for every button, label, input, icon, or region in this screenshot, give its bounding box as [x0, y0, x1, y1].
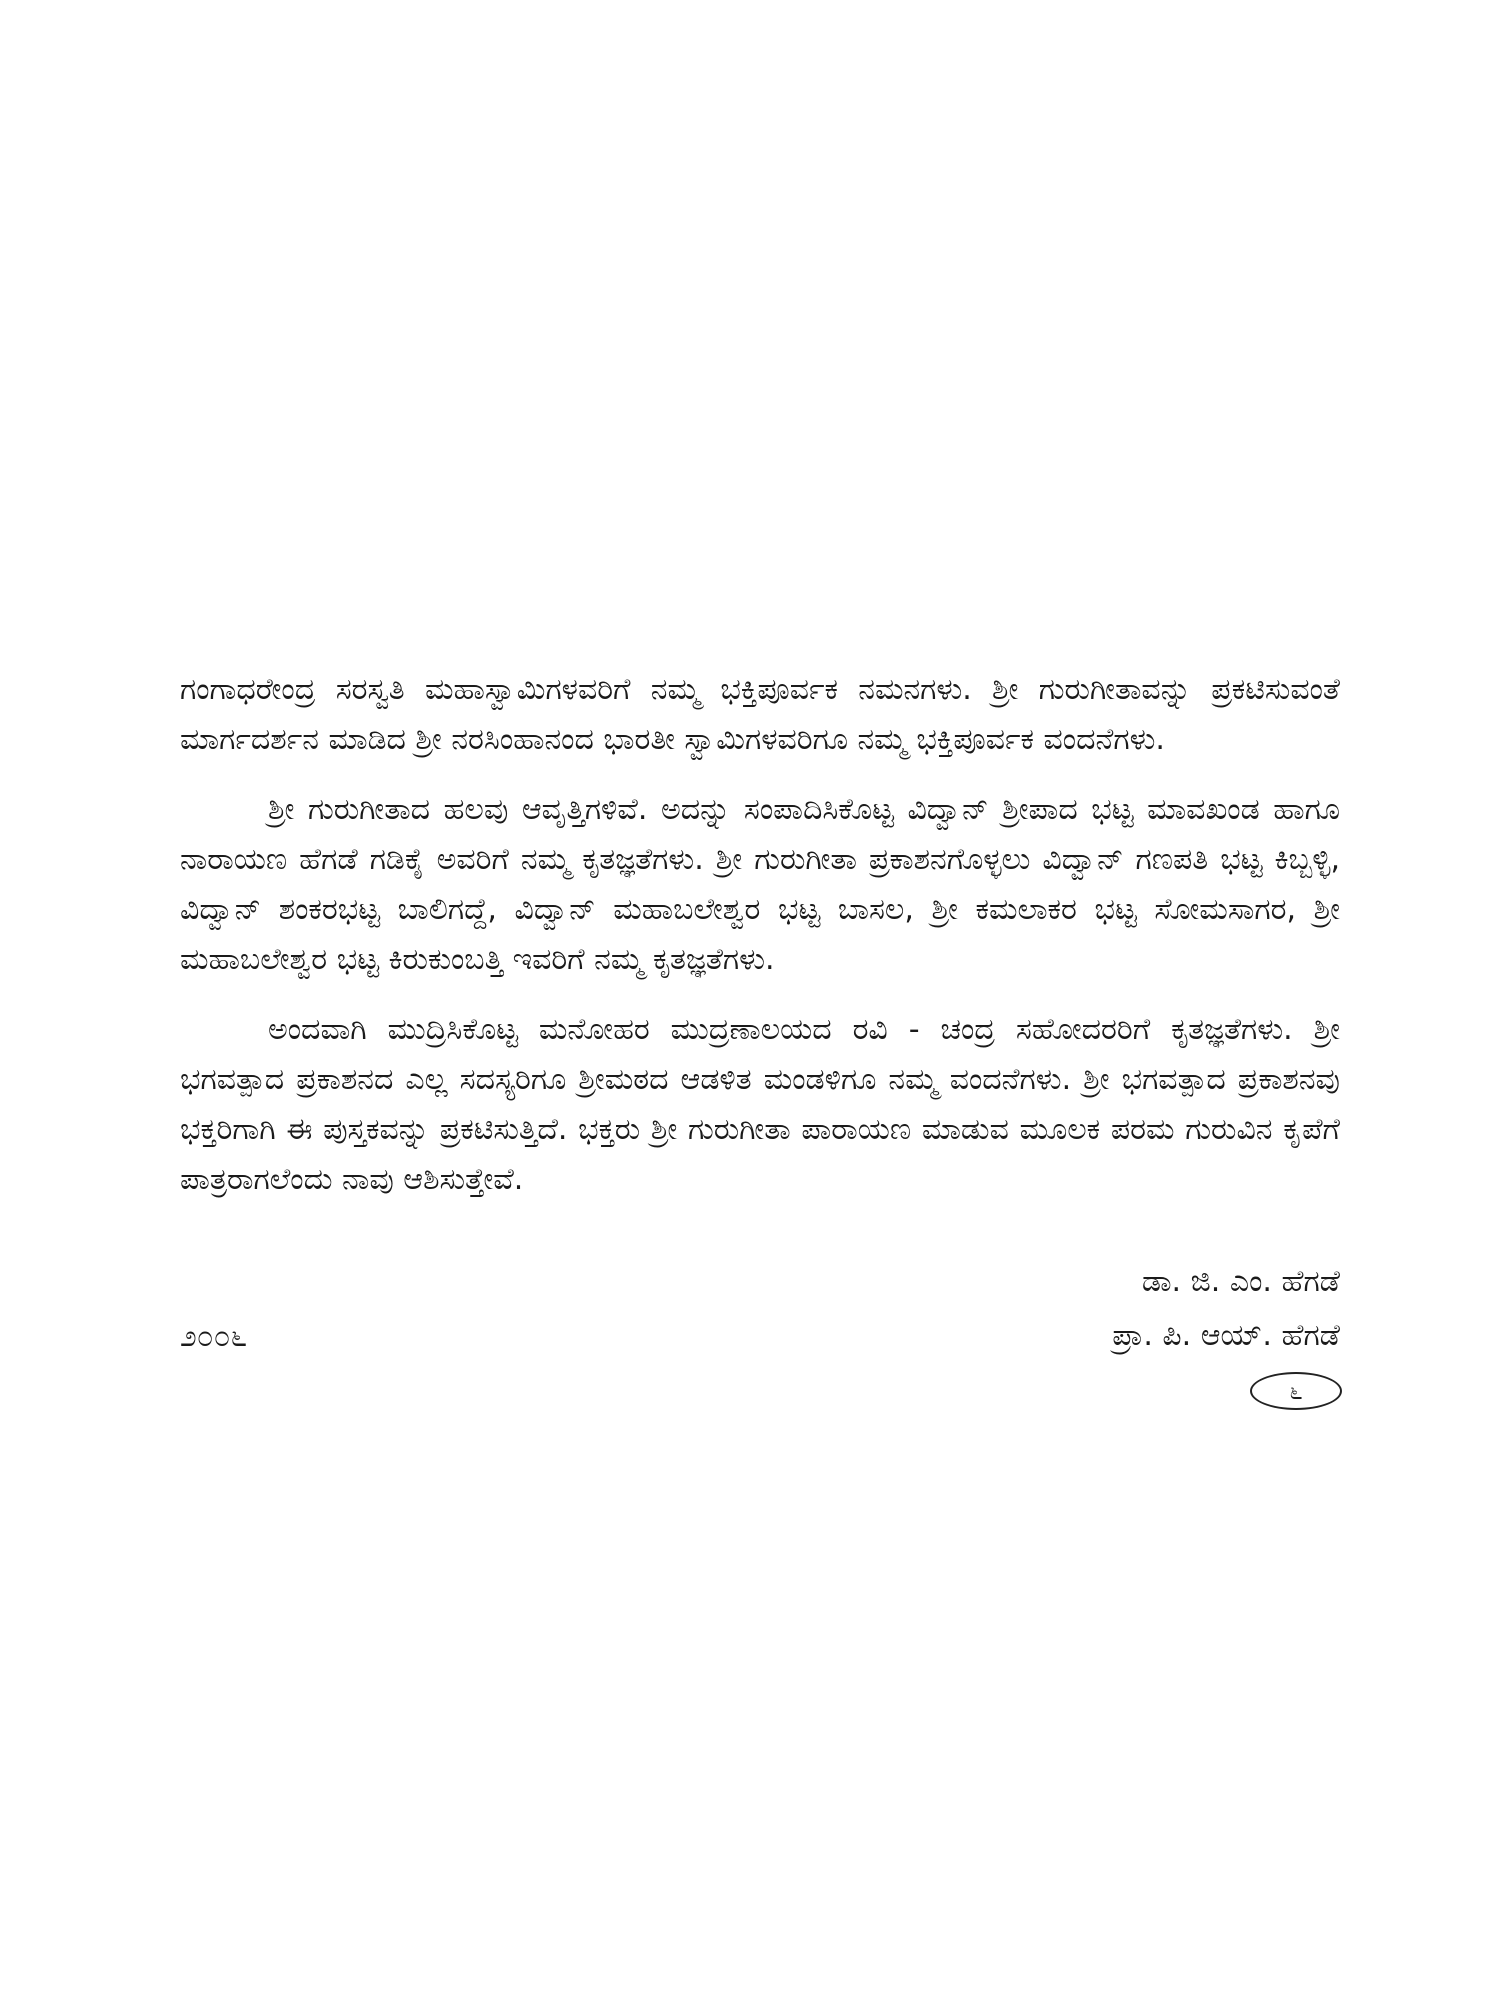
paragraph-acknowledgement-editors: ಶ್ರೀ ಗುರುಗೀತಾದ ಹಲವು ಆವೃತ್ತಿಗಳಿವೆ. ಅದನ್ನು ಸಂಪಾದಿಸಿಕೊಟ್ಟ ವಿದ್ವಾನ್ ಶ್ರೀಪಾದ ಭಟ್ಟ ಮಾವಖಂಡ ಹಾಗೂ ನಾರಾಯಣ ಹೆಗಡೆ ಗಡಿಕೈ ಅವರಿಗೆ ನಮ್ಮ ಕೃತಜ್ಞತೆಗಳು. ಶ್ರೀ ಗುರುಗೀತಾ ಪ್ರಕಾಶನಗೊಳ್ಳಲು ವಿದ್ವಾನ್ ಗಣಪತಿ ಭಟ್ಟ ಕಿಬ್ಬಳ್ಳಿ, ವಿದ್ವಾನ್ ಶಂಕರಭಟ್ಟ ಬಾಲಿಗದ್ದೆ, ವಿದ್ವಾನ್ ಮಹಾಬಲೇಶ್ವರ ಭಟ್ಟ ಬಾಸಲ, ಶ್ರೀ ಕಮಲಾಕರ ಭಟ್ಟ ಸೋಮಸಾಗರ, ಶ್ರೀ ಮಹಾಬಲೇಶ್ವರ ಭಟ್ಟ ಕಿರುಕುಂಬತ್ತಿ ಇವರಿಗೆ ನಮ್ಮ ಕೃತಜ್ಞತೆಗಳು. — [180, 792, 1340, 977]
page-number: ೬ — [1250, 1372, 1342, 1410]
signatory-block — [1112, 1255, 1340, 1363]
signatory-name: ಡಾ. ಜಿ. ಎಂ. ಹೆಗಡೆ — [1141, 1264, 1340, 1299]
body-text — [180, 665, 1340, 1225]
paragraph-dedication: ಗಂಗಾಧರೇಂದ್ರ ಸರಸ್ವತಿ ಮಹಾಸ್ವಾಮಿಗಳವರಿಗೆ ನಮ್ಮ ಭಕ್ತಿಪೂರ್ವಕ ನಮನಗಳು. ಶ್ರೀ ಗುರುಗೀತಾವನ್ನು ಪ್ರಕಟಿಸುವಂತೆ ಮಾರ್ಗದರ್ಶನ ಮಾಡಿದ ಶ್ರೀ ನರಸಿಂಹಾನಂದ ಭಾರತೀ ಸ್ವಾಮಿಗಳವರಿಗೂ ನಮ್ಮ ಭಕ್ತಿಪೂರ್ವಕ ವಂದನೆಗಳು. — [180, 672, 1340, 757]
paragraph-acknowledgement-printers: ಅಂದವಾಗಿ ಮುದ್ರಿಸಿಕೊಟ್ಟ ಮನೋಹರ ಮುದ್ರಣಾಲಯದ ರವಿ - ಚಂದ್ರ ಸಹೋದರರಿಗೆ ಕೃತಜ್ಞತೆಗಳು. ಶ್ರೀ ಭಗವತ್ಪಾದ ಪ್ರಕಾಶನದ ಎಲ್ಲ ಸದಸ್ಯರಿಗೂ ಶ್ರೀಮಠದ ಆಡಳಿತ ಮಂಡಳಿಗೂ ನಮ್ಮ ವಂದನೆಗಳು. ಶ್ರೀ ಭಗವತ್ಪಾದ ಪ್ರಕಾಶನವು ಭಕ್ತರಿಗಾಗಿ ಈ ಪುಸ್ತಕವನ್ನು ಪ್ರಕಟಿಸುತ್ತಿದೆ. ಭಕ್ತರು ಶ್ರೀ ಗುರುಗೀತಾ ಪಾರಾಯಣ ಮಾಡುವ ಮೂಲಕ ಪರಮ ಗುರುವಿನ ಕೃಪೆಗೆ ಪಾತ್ರರಾಗಲೆಂದು ನಾವು ಆಶಿಸುತ್ತೇವೆ. — [180, 1012, 1340, 1197]
publication-year: ೨೦೦೬ — [180, 1319, 248, 1354]
signatory-name: ಪ್ರಾ. ಪಿ. ಆಯ್. ಹೆಗಡೆ — [1112, 1318, 1340, 1353]
